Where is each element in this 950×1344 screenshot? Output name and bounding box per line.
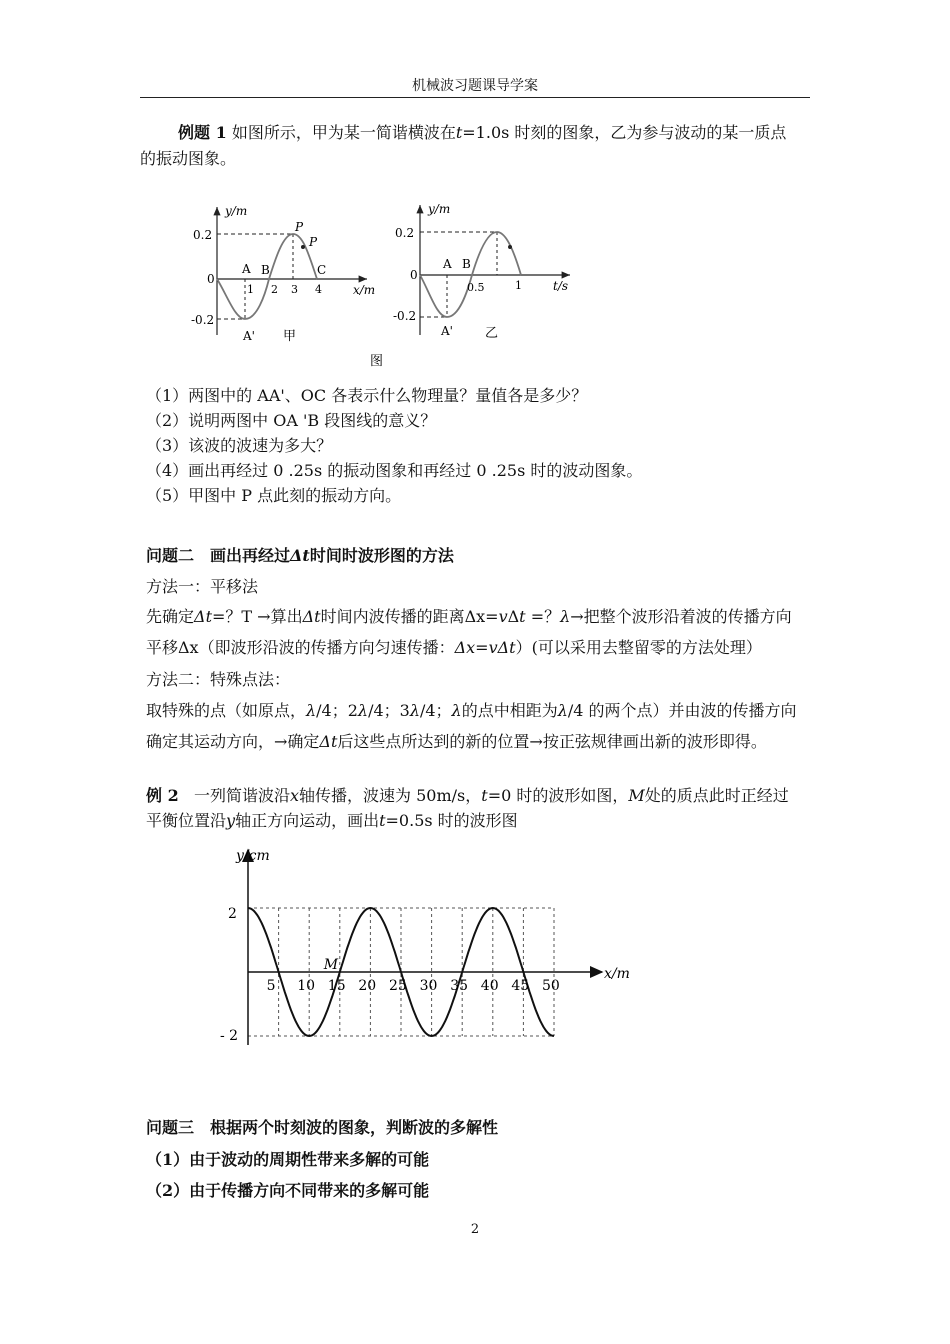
yi-xtick-1: 1 bbox=[515, 279, 522, 292]
header-rule bbox=[140, 97, 810, 98]
jia-ytick-02: 0.2 bbox=[193, 228, 213, 242]
jia-label-a: A bbox=[242, 262, 251, 276]
ex2-l2b: 轴正方向运动，画出 bbox=[235, 811, 380, 830]
m1-l1k: →把整个波形沿着波的传播方向 bbox=[570, 607, 792, 626]
yi-xlabel: t/s bbox=[553, 279, 569, 293]
method2-line1 bbox=[146, 701, 797, 721]
wave-xtick: 20 bbox=[358, 978, 377, 994]
wave-xtick: 40 bbox=[480, 978, 499, 994]
wave-ylabel: y/cm bbox=[236, 848, 270, 864]
figure1 bbox=[185, 195, 605, 375]
wave-xtick: 10 bbox=[297, 978, 316, 994]
example1-text-a: 如图所示，甲为某一简谐横波在 bbox=[231, 123, 456, 142]
ex2-l1c: =0 时的波形如图， bbox=[487, 786, 629, 805]
wave-xticks bbox=[267, 978, 560, 994]
wave-xtick: 45 bbox=[511, 978, 530, 994]
question-5: （5）甲图中 P 点此刻的振动方向。 bbox=[146, 486, 402, 505]
wave-marker-m: M bbox=[323, 957, 339, 973]
jia-label-p2: P bbox=[309, 235, 318, 249]
ex2-l2c: =0.5s 时的波形图 bbox=[385, 811, 518, 830]
section3-item-2: （2）由于传播方向不同带来的多解可能 bbox=[146, 1181, 430, 1200]
wave-xlabel: x/m bbox=[604, 966, 630, 982]
section3-item-1: （1）由于波动的周期性带来多解的可能 bbox=[146, 1150, 430, 1169]
yi-ytick-02: 0.2 bbox=[395, 226, 415, 240]
jia-label-aprime: A' bbox=[243, 329, 255, 343]
example1-text-b: =1.0s 时刻的图象，乙为参与波动的某一质点 bbox=[462, 123, 787, 142]
example1-line2: 的振动图象。 bbox=[140, 149, 237, 168]
example1-label: 例题 1 bbox=[178, 123, 227, 142]
m2-l2b: Δt bbox=[319, 732, 338, 751]
m1-l1e: 时间内波传播的距离Δx= bbox=[320, 607, 499, 626]
wave-xtick: 5 bbox=[266, 978, 276, 994]
wave-xtick: 30 bbox=[419, 978, 438, 994]
ex2-l1d: 处的质点此时正经过 bbox=[644, 786, 789, 805]
wave-xtick: 35 bbox=[450, 978, 469, 994]
yi-ytick-m02: -0.2 bbox=[393, 309, 417, 323]
page-number: 2 bbox=[470, 1222, 480, 1237]
method1-title: 方法一：平移法 bbox=[146, 577, 259, 596]
example2-line2 bbox=[146, 811, 518, 831]
m1-l2a: 平移Δx（即波形沿波的传播方向匀速传播： bbox=[146, 638, 455, 657]
jia-xtick-3: 3 bbox=[291, 283, 298, 296]
jia-ytick-m02: -0.2 bbox=[191, 313, 215, 327]
yi-caption: 乙 bbox=[485, 326, 499, 341]
method2-title: 方法二：特殊点法： bbox=[146, 670, 291, 689]
m2-l2c: 后这些点所达到的新的位置→按正弦规律画出新的波形即得。 bbox=[337, 732, 767, 751]
jia-xtick-2: 2 bbox=[271, 283, 278, 296]
question-2: （2）说明两图中 OA 'B 段图线的意义？ bbox=[146, 411, 437, 430]
yi-ylabel: y/m bbox=[428, 202, 451, 216]
section2-title-b: 时间时波形图的方法 bbox=[309, 546, 454, 565]
yi-label-aprime: A' bbox=[441, 324, 453, 338]
question-4: （4）画出再经过 0 .25s 的振动图象和再经过 0 .25s 时的波动图象。 bbox=[146, 461, 643, 480]
wave-xtick: 15 bbox=[327, 978, 346, 994]
method1-line2 bbox=[146, 638, 762, 658]
jia-label-p1: P bbox=[295, 220, 304, 234]
ex2-l2t: t bbox=[379, 811, 386, 830]
ex2-l1t: t bbox=[481, 786, 488, 805]
method2-line2 bbox=[146, 732, 767, 752]
wave-ytick-m2: - 2 bbox=[220, 1028, 239, 1044]
example2-label: 例 2 bbox=[146, 786, 179, 805]
ex2-l2y: y bbox=[226, 811, 236, 830]
yi-label-b: B bbox=[462, 257, 471, 271]
m2-l1k: /4 的两个点）并由波的传播方向 bbox=[567, 701, 797, 720]
m2-l1e: /4；3 bbox=[368, 701, 410, 720]
m1-l1b: Δt bbox=[194, 607, 212, 626]
page-header: 机械波习题课导学案 bbox=[412, 78, 538, 94]
wave-xtick: 25 bbox=[389, 978, 407, 994]
m2-l1c: /4；2 bbox=[316, 701, 358, 720]
m2-l1i: 的点中相距为 bbox=[461, 701, 558, 720]
section2-title bbox=[146, 546, 454, 566]
section2-title-a: 问题二 画出再经过 bbox=[146, 546, 291, 565]
ex2-l2a: 平衡位置沿 bbox=[146, 811, 227, 830]
yi-xtick-05: 0.5 bbox=[467, 281, 485, 294]
m1-l2c: ）(可以采用去整留零的方法处理） bbox=[515, 638, 762, 657]
graph-yi bbox=[393, 202, 570, 341]
jia-label-b: B bbox=[261, 263, 270, 277]
jia-label-c: C bbox=[317, 263, 327, 277]
m2-l1b: λ bbox=[306, 701, 317, 720]
jia-xtick-1: 1 bbox=[247, 283, 254, 296]
m2-l1g: /4； bbox=[419, 701, 452, 720]
m2-l1j: λ bbox=[557, 701, 568, 720]
example1-line1 bbox=[178, 123, 786, 143]
figure1-caption: 图 bbox=[370, 354, 384, 369]
m2-l1a: 取特殊的点（如原点， bbox=[146, 701, 307, 720]
jia-xlabel: x/m bbox=[353, 283, 376, 297]
wave-ytick-2: 2 bbox=[228, 906, 237, 922]
m1-l1j: λ bbox=[560, 607, 571, 626]
question-3: （3）该波的波速为多大？ bbox=[146, 436, 333, 455]
ex2-l1x: x bbox=[290, 786, 300, 805]
yi-point bbox=[508, 245, 512, 249]
m2-l2a: 确定其运动方向，→确定 bbox=[146, 732, 320, 751]
m2-l1f: λ bbox=[409, 701, 420, 720]
m1-l1c: =？T →算出 bbox=[212, 607, 303, 626]
m2-l1h: λ bbox=[451, 701, 462, 720]
m1-l1g: Δ bbox=[507, 607, 520, 626]
example2-line1 bbox=[146, 786, 789, 806]
ex2-l1m: M bbox=[628, 786, 645, 805]
m1-l1f: v bbox=[498, 607, 508, 626]
wave-chart bbox=[200, 840, 660, 1060]
graph-jia bbox=[191, 204, 375, 344]
m1-l1d: Δt bbox=[302, 607, 321, 626]
jia-caption: 甲 bbox=[283, 329, 297, 344]
m1-l1h: t bbox=[519, 607, 526, 626]
yi-label-a: A bbox=[443, 257, 452, 271]
jia-ytick-0: 0 bbox=[207, 272, 215, 286]
ex2-l1b: 轴传播，波速为 50m/s， bbox=[299, 786, 482, 805]
m1-l2b: Δx=vΔt bbox=[454, 638, 516, 657]
section3-title: 问题三 根据两个时刻波的图象，判断波的多解性 bbox=[146, 1118, 499, 1137]
jia-xtick-4: 4 bbox=[315, 283, 322, 296]
wave-xtick: 50 bbox=[542, 978, 560, 994]
ex2-l1a: 一列简谐波沿 bbox=[193, 786, 290, 805]
m2-l1d: λ bbox=[357, 701, 369, 720]
jia-point-p bbox=[301, 245, 305, 249]
jia-ylabel: y/m bbox=[225, 204, 248, 218]
m1-l1a: 先确定 bbox=[146, 607, 195, 626]
question-1: （1）两图中的 AA'、OC 各表示什么物理量？量值各是多少？ bbox=[146, 386, 588, 405]
example1-t: t bbox=[455, 123, 463, 142]
yi-ytick-0: 0 bbox=[410, 268, 418, 282]
method1-line1 bbox=[146, 607, 792, 627]
section2-title-dt: Δt bbox=[290, 546, 310, 565]
m1-l1i: =？ bbox=[525, 607, 561, 626]
